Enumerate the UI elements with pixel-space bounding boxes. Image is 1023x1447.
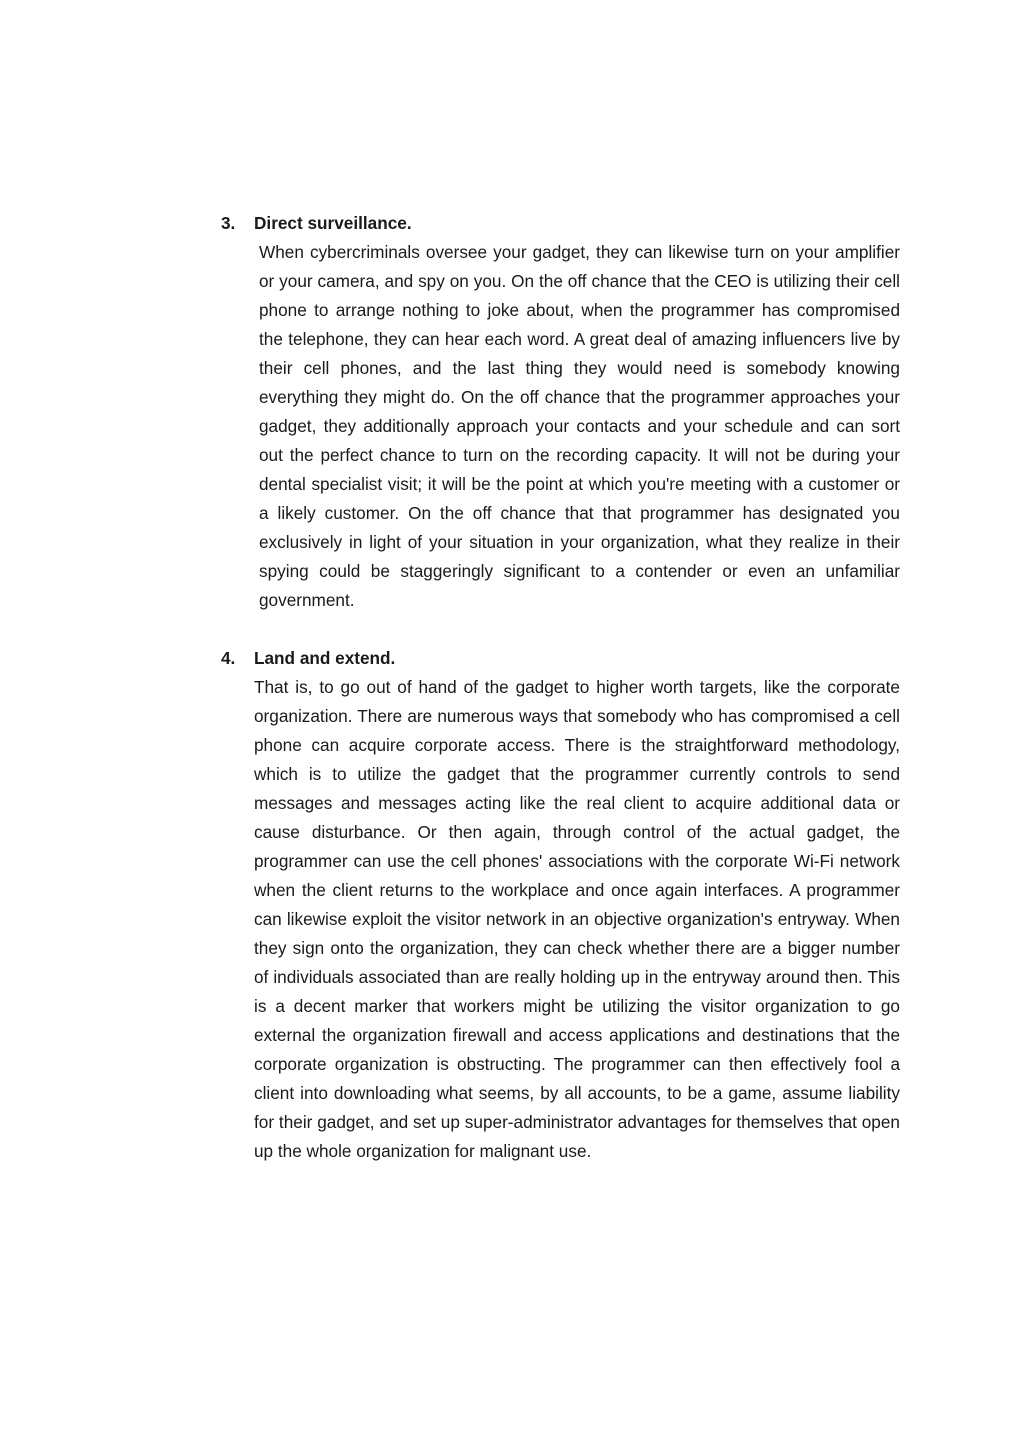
list-item-land-and-extend xyxy=(221,644,900,1166)
paragraph-text: When cybercriminals oversee your gadget, they can likewise turn on your amplifier or your camera, and spy on you. On the off chance that the CEO is utilizing their cell phone to arrange nothing to joke about, when the programmer has compromised the telephone, they can hear each word. A great deal of amazing influencers live by their cell phones, and the last thing they would need is somebody knowing everything they might do. On the off chance that the programmer approaches your gadget, they additionally approach your contacts and your schedule and can sort out the perfect chance to turn on the recording capacity. It will not be during your dental specialist visit; it will be the point at which you're meeting with a customer or a likely customer. On the off chance that that programmer has designated you exclusively in light of your situation in your organization, what they realize in their spying could be staggeringly significant to a contender or even an unfamiliar government. xyxy=(259,242,900,610)
numbered-list xyxy=(221,209,900,1166)
item-number: 3. xyxy=(221,213,236,233)
section-heading: Land and extend. xyxy=(254,648,396,668)
section-paragraph xyxy=(254,238,900,615)
item-number: 4. xyxy=(221,648,236,668)
paragraph-text: That is, to go out of hand of the gadget to higher worth targets, like the corporate organization. There are numerous ways that somebody who has compromised a cell phone can acquire corporate access. There is the straightforward methodology, which is to utilize the gadget that the programmer currently controls to send messages and messages acting like the real client to acquire additional data or cause disturbance. Or then again, through control of the actual gadget, the programmer can use the cell phones' associations with the corporate Wi-Fi network when the client returns to the workplace and once again interfaces. A programmer can likewise exploit the visitor network in an objective organization's entryway. When they sign onto the organization, they can check whether there are a bigger number of individuals associated than are really holding up in the entryway around then. This is a decent marker that workers might be utilizing the visitor organization to go external the organization firewall and access applications and destinations that the corporate organization is obstructing. The programmer can then effectively fool a client into downloading what seems, by all accounts, to be a game, assume liability for their gadget, and set up super-administrator advantages for themselves that open up the whole organization for malignant use. xyxy=(254,677,900,1161)
list-item-direct-surveillance xyxy=(221,209,900,615)
section-heading: Direct surveillance. xyxy=(254,213,412,233)
section-paragraph xyxy=(254,673,900,1166)
